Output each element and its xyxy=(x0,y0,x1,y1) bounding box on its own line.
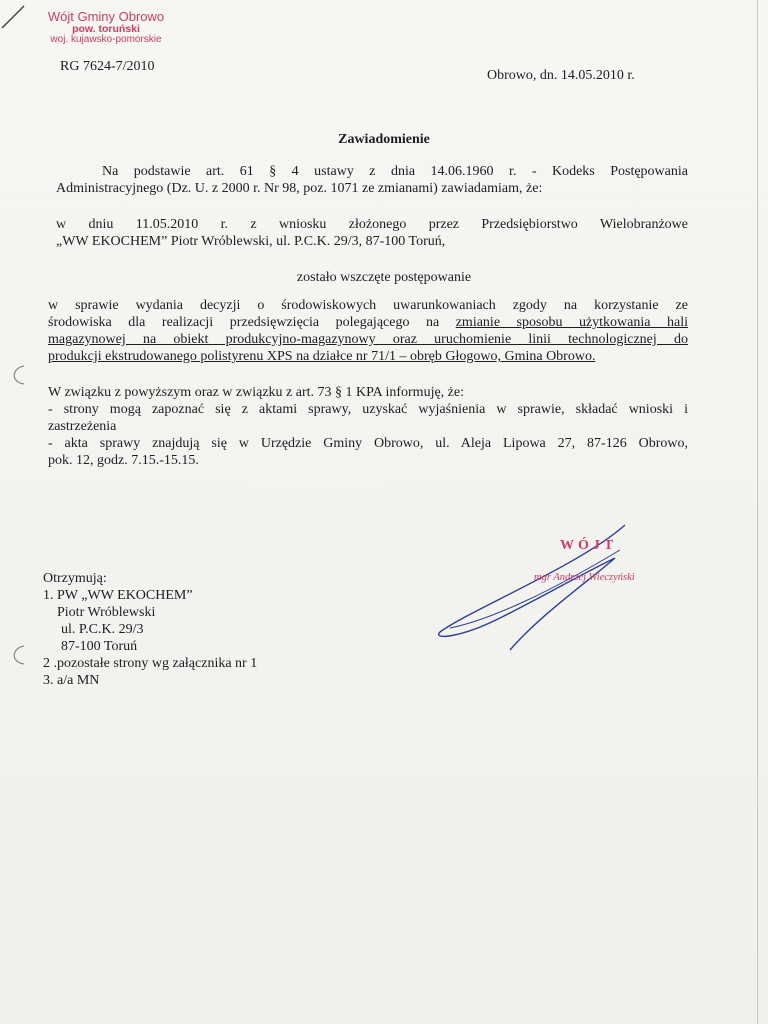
document-title: Zawiadomienie xyxy=(338,132,430,147)
underlined-line: produkcji ekstrudowanego polistyrenu XPS na działce nr 71/1 – obręb Głogowo, Gmina Obrowo. xyxy=(48,349,596,364)
reference-number: RG 7624-7/2010 xyxy=(60,59,155,74)
stamp-line-1: Wójt Gminy Obrowo xyxy=(47,9,165,24)
paragraph-line: Administracyjnego (Dz. U. z 2000 r. Nr 98, poz. 1071 ze zmianami) zawiadamiam, że: xyxy=(56,181,543,196)
stamp-line-2: pow. toruński xyxy=(72,22,140,35)
recipients-list xyxy=(43,570,257,689)
underlined-line: magazynowej na obiekt produkcyjno-magazynowy oraz uruchomienie linii technologicznej do xyxy=(48,332,688,347)
paragraph-line: „WW EKOCHEM” Piotr Wróblewski, ul. P.C.K. 29/3, 87-100 Toruń, xyxy=(56,234,446,249)
signature-stamp-title: WÓJT xyxy=(560,538,618,553)
list-item: Piotr Wróblewski xyxy=(57,605,156,620)
signature-stamp-name: mgr Andrzej Wieczyński xyxy=(534,572,635,583)
list-item: 1. PW „WW EKOCHEM” xyxy=(43,588,193,603)
paragraph-line xyxy=(48,314,688,331)
paragraph-line: pok. 12, godz. 7.15.-15.15. xyxy=(48,453,199,468)
paragraph-line: w sprawie wydania decyzji o środowiskowych uwarunkowaniach zgody na korzystanie ze xyxy=(48,298,688,313)
punch-hole-mark xyxy=(6,642,28,668)
paragraph-line: - strony mogą zapoznać się z aktami sprawy, uzyskać wyjaśnienia w sprawie, składać wnioski i xyxy=(48,402,688,417)
list-item: 3. a/a MN xyxy=(43,673,100,688)
paragraph-line: w dniu 11.05.2010 r. z wniosku złożonego przez Przedsiębiorstwo Wielobranżowe xyxy=(56,217,688,232)
paragraph-line: W związku z powyższym oraz w związku z art. 73 § 1 KPA informuję, że: xyxy=(48,385,464,400)
office-stamp xyxy=(36,10,176,45)
paragraph-legal-basis xyxy=(56,163,688,197)
punch-hole-mark xyxy=(6,362,28,388)
recipients-heading: Otrzymują: xyxy=(43,571,107,586)
paragraph-line: Na podstawie art. 61 § 4 ustawy z dnia 14.06.1960 r. - Kodeks Postępowania xyxy=(102,164,688,179)
list-item: 87-100 Toruń xyxy=(61,639,138,654)
proceedings-initiated: zostało wszczęte postępowanie xyxy=(296,270,472,285)
underlined-text: zmianie sposobu użytkowania hali xyxy=(455,315,688,330)
paragraph-text: środowiska dla realizacji przedsięwzięcia polegającego na xyxy=(48,315,456,330)
paragraph-line: - akta sprawy znajdują się w Urzędzie Gminy Obrowo, ul. Aleja Lipowa 27, 87-126 Obrowo, xyxy=(48,436,688,451)
paragraph-application xyxy=(56,216,688,250)
place-date: Obrowo, dn. 14.05.2010 r. xyxy=(487,68,635,83)
paragraph-information xyxy=(48,384,688,469)
page-edge-line xyxy=(757,0,758,1024)
corner-fold-mark xyxy=(0,0,30,30)
paragraph-subject xyxy=(48,297,688,365)
paragraph-line: zastrzeżenia xyxy=(48,419,117,434)
list-item: ul. P.C.K. 29/3 xyxy=(61,622,144,637)
list-item: 2 .pozostałe strony wg załącznika nr 1 xyxy=(43,656,258,671)
stamp-line-3: woj. kujawsko-pomorskie xyxy=(50,33,162,45)
